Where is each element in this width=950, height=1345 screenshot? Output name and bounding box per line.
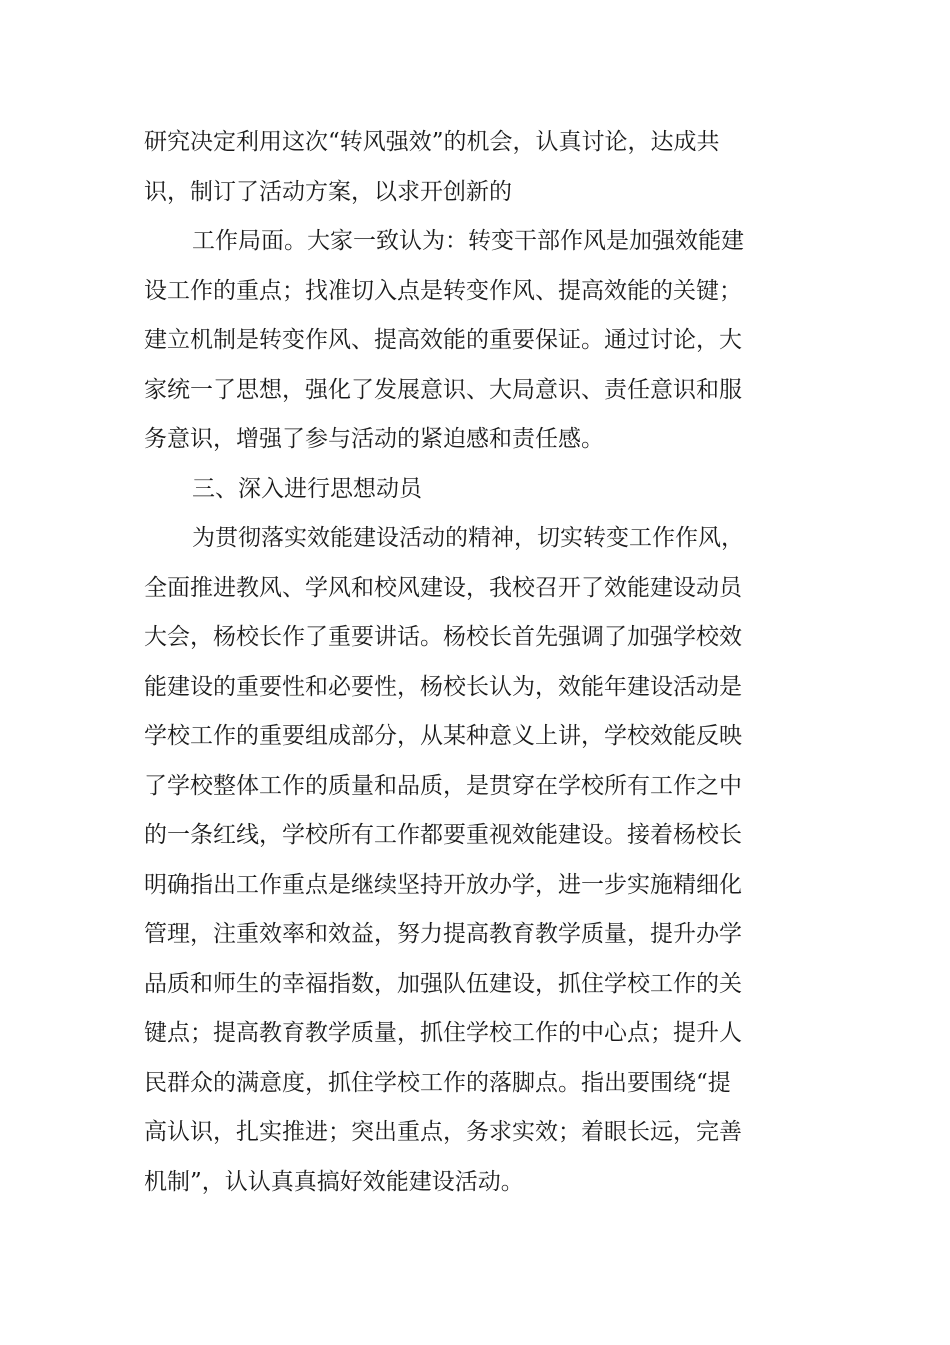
text-line: 民群众的满意度，抓住学校工作的落脚点。指出要围绕“提 <box>144 1069 731 1096</box>
text-line: 务意识，增强了参与活动的紧迫感和责任感。 <box>144 426 604 452</box>
section-heading: 三、深入进行思想动员 <box>192 475 422 502</box>
text-line: 学校工作的重要组成部分，从某种意义上讲，学校效能反映 <box>144 723 742 749</box>
text-line: 识，制订了活动方案，以求开创新的 <box>144 178 512 205</box>
text-line: 家统一了思想，强化了发展意识、大局意识、责任意识和服 <box>144 376 742 403</box>
text-line: 键点；提高教育教学质量，抓住学校工作的中心点；提升人 <box>144 1020 742 1046</box>
text-line: 研究决定利用这次“转风强效”的机会，认真讨论，达成共 <box>144 129 720 155</box>
document-body <box>144 118 744 1207</box>
text-line: 管理，注重效率和效益，努力提高教育教学质量，提升办学 <box>144 921 742 947</box>
paragraph-start-line: 工作局面。大家一致认为：转变干部作风是加强效能建 <box>192 228 744 254</box>
text-line: 能建设的重要性和必要性，杨校长认为，效能年建设活动是 <box>144 673 742 700</box>
text-line: 明确指出工作重点是继续坚持开放办学，进一步实施精细化 <box>144 871 742 898</box>
text-line: 设工作的重点；找准切入点是转变作风、提高效能的关键； <box>144 277 742 304</box>
paragraph-start-line: 为贯彻落实效能建设活动的精神，切实转变工作作风， <box>192 525 744 551</box>
text-line: 机制”，认认真真搞好效能建设活动。 <box>144 1168 524 1195</box>
text-line: 全面推进教风、学风和校风建设，我校召开了效能建设动员 <box>144 574 742 601</box>
text-line: 大会，杨校长作了重要讲话。杨校长首先强调了加强学校效 <box>144 624 742 650</box>
text-line: 品质和师生的幸福指数，加强队伍建设，抓住学校工作的关 <box>144 970 742 997</box>
text-line: 了学校整体工作的质量和品质，是贯穿在学校所有工作之中 <box>144 772 742 799</box>
text-line: 建立机制是转变作风、提高效能的重要保证。通过讨论，大 <box>144 327 742 353</box>
text-line: 高认识，扎实推进；突出重点，务求实效；着眼长远，完善 <box>144 1119 742 1145</box>
text-line: 的一条红线，学校所有工作都要重视效能建设。接着杨校长 <box>144 822 742 848</box>
